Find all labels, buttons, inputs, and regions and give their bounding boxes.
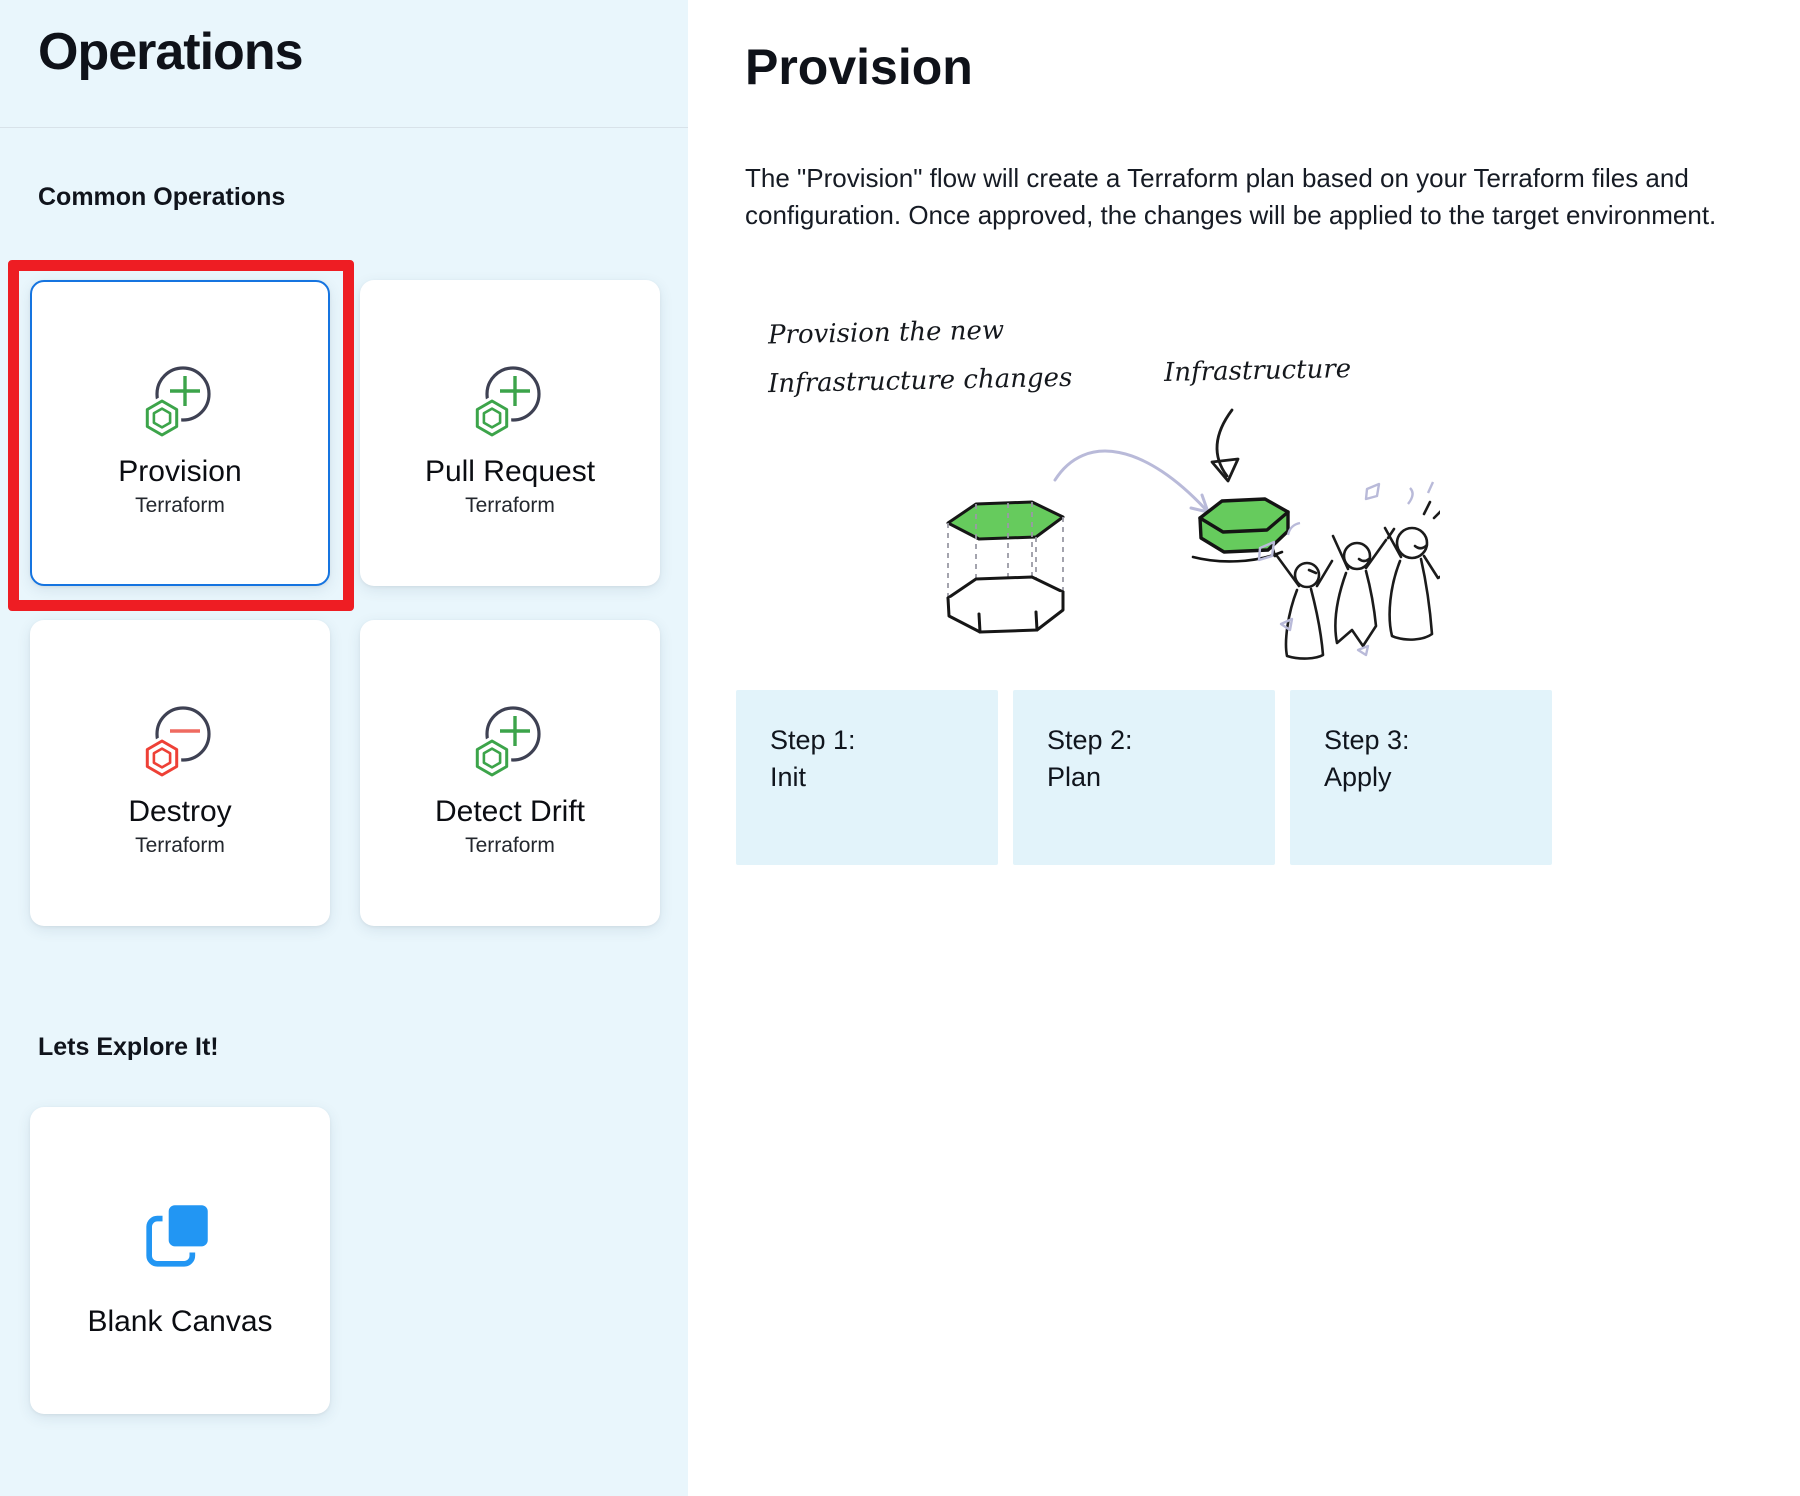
sidebar — [0, 0, 688, 1496]
step-box-apply — [1290, 690, 1552, 865]
step-box-plan — [1013, 690, 1275, 865]
card-sublabel: Terraform — [135, 833, 225, 857]
section-heading-explore: Lets Explore It! — [38, 1033, 219, 1061]
copy-icon — [143, 1197, 217, 1271]
illustration — [760, 315, 1440, 678]
hexagon-plus-icon — [470, 363, 550, 443]
step-label: Step 1: — [770, 725, 856, 755]
card-sublabel: Terraform — [465, 493, 555, 517]
card-sublabel: Terraform — [135, 493, 225, 517]
step-name: Plan — [1047, 762, 1102, 792]
hexagon-minus-icon — [140, 703, 220, 783]
card-detect-drift[interactable] — [360, 620, 660, 926]
section-heading-common-operations: Common Operations — [38, 183, 286, 211]
card-provision[interactable] — [30, 280, 330, 586]
sidebar-title: Operations — [38, 23, 303, 81]
illustration-caption-left-line1: Provision the new — [767, 315, 1005, 351]
main-panel — [688, 0, 1800, 1496]
step-name: Init — [770, 762, 807, 792]
hexagon-plus-icon — [470, 703, 550, 783]
card-label: Blank Canvas — [87, 1304, 273, 1338]
page-description: The "Provision" flow will create a Terraform plan based on your Terraform files and configuration. Once approved, the changes will be applied to the target environment. — [745, 163, 1717, 230]
curved-arrow-sketch — [1055, 451, 1208, 512]
page-title: Provision — [745, 39, 973, 95]
sidebar-divider — [0, 127, 688, 128]
step-label: Step 3: — [1324, 725, 1410, 755]
celebration-figures-sketch — [1272, 502, 1440, 659]
illustration-caption-left-line2: Infrastructure changes — [767, 362, 1073, 400]
hexagon-prism-sketch — [948, 502, 1063, 632]
card-sublabel: Terraform — [465, 833, 555, 857]
card-label: Provision — [118, 454, 242, 488]
down-arrow-sketch — [1212, 410, 1238, 481]
card-blank-canvas[interactable] — [30, 1107, 330, 1414]
card-destroy[interactable] — [30, 620, 330, 926]
illustration-caption-right: Infrastructure — [1163, 354, 1352, 388]
step-label: Step 2: — [1047, 725, 1133, 755]
card-label: Detect Drift — [434, 794, 586, 828]
card-label: Destroy — [128, 794, 232, 828]
step-name: Apply — [1324, 762, 1392, 792]
card-pull-request[interactable] — [360, 280, 660, 586]
hexagon-plus-icon — [140, 363, 220, 443]
card-label: Pull Request — [424, 454, 596, 488]
step-box-init — [736, 690, 998, 865]
